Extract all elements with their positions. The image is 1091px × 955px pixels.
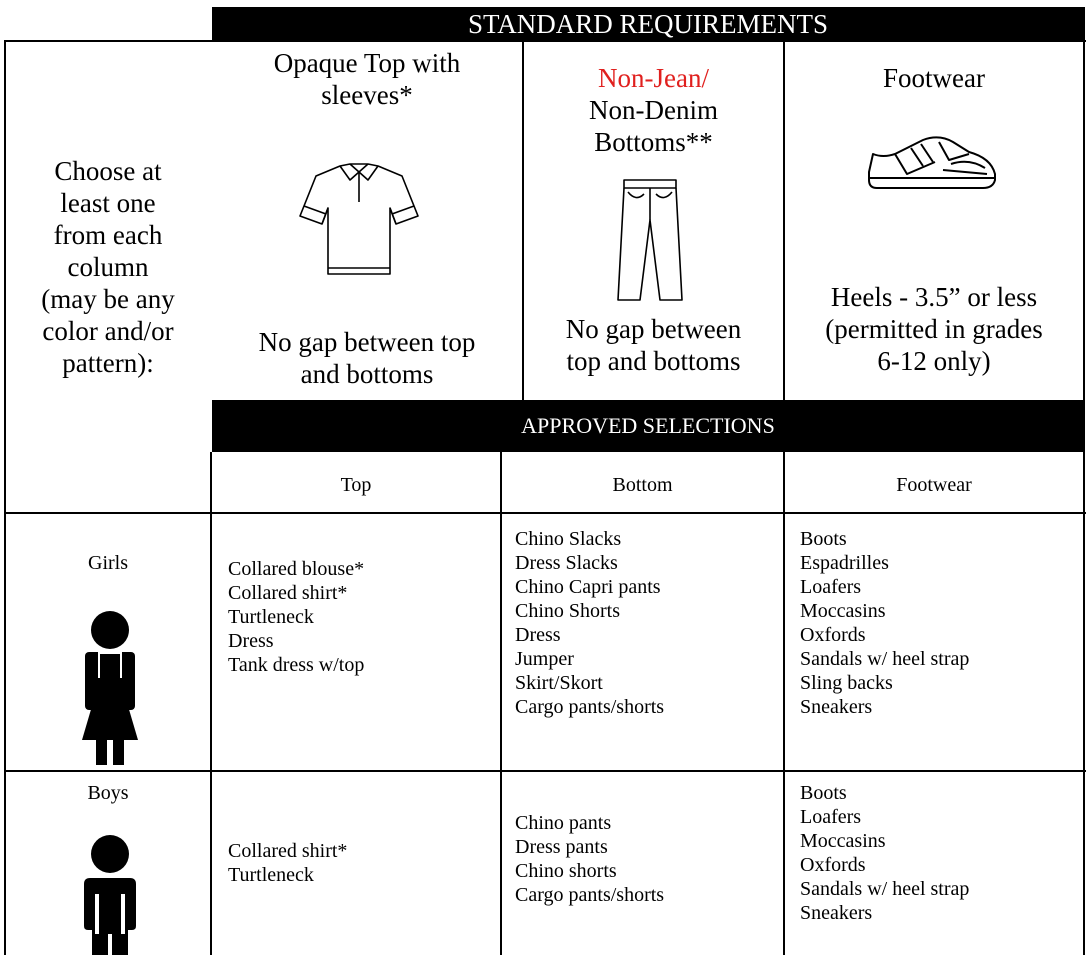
girl-icon bbox=[80, 610, 140, 766]
list-item: Boots bbox=[800, 528, 847, 550]
intro-line: from each bbox=[53, 220, 163, 250]
standard-requirements-header bbox=[212, 7, 1084, 41]
top-title-line: sleeves* bbox=[321, 80, 413, 110]
bottom-column-title bbox=[524, 62, 783, 158]
girls-top-list bbox=[228, 557, 498, 677]
outer-top-border bbox=[4, 40, 1086, 42]
list-item: Sneakers bbox=[800, 902, 873, 924]
list-item: Sandals w/ heel strap bbox=[800, 878, 970, 900]
list-item: Chino shorts bbox=[515, 860, 617, 882]
subheader-top: Top bbox=[340, 474, 372, 496]
list-item: Tank dress w/top bbox=[228, 654, 365, 676]
bottom-note-line: top and bottoms bbox=[566, 346, 741, 376]
list-item: Moccasins bbox=[800, 830, 886, 852]
top-note-line: and bottoms bbox=[300, 359, 434, 389]
intro-line: Choose at bbox=[54, 156, 162, 186]
approved-divider-1 bbox=[500, 452, 502, 955]
footwear-column-title bbox=[785, 62, 1083, 94]
subheader-footwear: Footwear bbox=[896, 474, 972, 496]
boy-icon bbox=[82, 834, 138, 955]
boys-top-list bbox=[228, 839, 498, 887]
list-item: Sneakers bbox=[800, 696, 873, 718]
approved-selections-title: APPROVED SELECTIONS bbox=[521, 413, 775, 438]
list-item: Espadrilles bbox=[800, 552, 889, 574]
boys-bottom-list bbox=[515, 811, 781, 907]
list-item: Collared blouse* bbox=[228, 558, 365, 580]
bottom-column-note bbox=[524, 313, 783, 377]
list-item: Boots bbox=[800, 782, 847, 804]
footwear-note-line: 6-12 only) bbox=[877, 346, 991, 376]
standard-requirements-title: STANDARD REQUIREMENTS bbox=[467, 9, 829, 39]
bottom-note-line: No gap between bbox=[565, 314, 742, 344]
list-item: Sandals w/ heel strap bbox=[800, 648, 970, 670]
list-item: Sling backs bbox=[800, 672, 893, 694]
boys-label: Boys bbox=[87, 782, 129, 804]
subheader-bottom: Bottom bbox=[612, 474, 673, 496]
top-title-line: Opaque Top with bbox=[273, 48, 461, 78]
list-item: Loafers bbox=[800, 806, 862, 828]
label-column-divider bbox=[210, 452, 212, 955]
top-note-line: No gap between top bbox=[258, 327, 476, 357]
bottom-title-line: Non-Denim bbox=[589, 95, 718, 125]
approved-divider-2 bbox=[783, 452, 785, 955]
girls-bottom-list bbox=[515, 527, 781, 719]
girls-label: Girls bbox=[88, 552, 128, 574]
list-item: Chino Shorts bbox=[515, 600, 621, 622]
intro-line: (may be any bbox=[41, 284, 175, 314]
top-column-note bbox=[212, 326, 522, 390]
footwear-note-line: Heels - 3.5” or less bbox=[830, 282, 1038, 312]
intro-line: column bbox=[67, 252, 149, 282]
list-item: Dress bbox=[228, 630, 274, 652]
list-item: Chino Capri pants bbox=[515, 576, 661, 598]
intro-line: pattern): bbox=[62, 348, 154, 378]
list-item: Jumper bbox=[515, 648, 574, 670]
intro-line: least one bbox=[60, 188, 156, 218]
list-item: Cargo pants/shorts bbox=[515, 884, 665, 906]
footwear-title-line: Footwear bbox=[883, 63, 985, 93]
list-item: Turtleneck bbox=[228, 864, 314, 886]
list-item: Skirt/Skort bbox=[515, 672, 603, 694]
list-item: Dress Slacks bbox=[515, 552, 618, 574]
list-item: Turtleneck bbox=[228, 606, 314, 628]
sneaker-icon bbox=[865, 134, 999, 196]
list-item: Dress pants bbox=[515, 836, 608, 858]
footwear-note-line: (permitted in grades bbox=[825, 314, 1043, 344]
footwear-column-note bbox=[785, 281, 1083, 377]
polo-shirt-icon bbox=[296, 158, 422, 282]
girls-row-bottom-border bbox=[4, 770, 1086, 772]
bottom-title-red-line: Non-Jean/ bbox=[598, 63, 709, 93]
list-item: Oxfords bbox=[800, 624, 866, 646]
outer-right-border bbox=[1083, 7, 1085, 955]
list-item: Chino Slacks bbox=[515, 528, 622, 550]
pants-icon bbox=[614, 176, 686, 304]
intro-text bbox=[6, 155, 210, 379]
list-item: Collared shirt* bbox=[228, 582, 348, 604]
list-item: Cargo pants/shorts bbox=[515, 696, 665, 718]
boys-footwear-list bbox=[800, 781, 1082, 925]
list-item: Chino pants bbox=[515, 812, 612, 834]
girls-footwear-list bbox=[800, 527, 1082, 719]
approved-selections-header bbox=[212, 400, 1084, 452]
list-item: Loafers bbox=[800, 576, 862, 598]
subheader-bottom-border bbox=[4, 512, 1086, 514]
list-item: Collared shirt* bbox=[228, 840, 348, 862]
list-item: Oxfords bbox=[800, 854, 866, 876]
top-column-title bbox=[212, 47, 522, 111]
list-item: Dress bbox=[515, 624, 561, 646]
list-item: Moccasins bbox=[800, 600, 886, 622]
bottom-title-line: Bottoms** bbox=[594, 127, 713, 157]
intro-line: color and/or bbox=[42, 316, 174, 346]
